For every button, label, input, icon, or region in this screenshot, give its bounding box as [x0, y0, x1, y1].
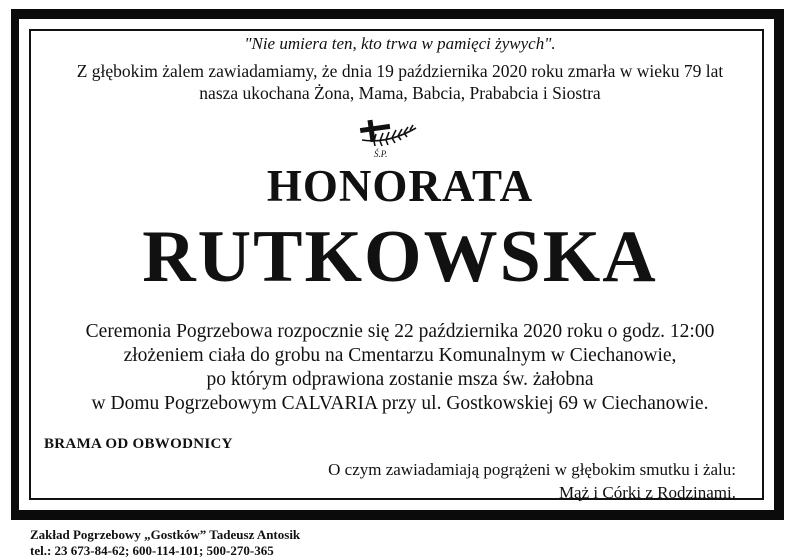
- funeral-home-phones: tel.: 23 673-84-62; 600-114-101; 500-270-365: [30, 543, 274, 558]
- ceremony-line-3: po którym odprawiona zostanie msza św. żałobna: [206, 369, 594, 390]
- ceremony-line-4: w Domu Pogrzebowym CALVARIA przy ul. Gostkowskiej 69 w Ciechanowie.: [91, 393, 709, 414]
- closing-line-1: O czym zawiadamiają pogrążeni w głębokim smutku i żalu:: [328, 460, 736, 479]
- announcement-line-1: Z głębokim żalem zawiadamiamy, że dnia 19 października 2020 roku zmarła w wieku 79 lat: [76, 61, 724, 81]
- deceased-first-name: HONORATA: [266, 161, 534, 211]
- ceremony-line-2: złożeniem ciała do grobu na Cmentarzu Komunalnym w Ciechanowie,: [123, 345, 677, 366]
- gate-note: BRAMA OD OBWODNICY: [44, 436, 233, 452]
- emblem-caption: Ś.P.: [374, 149, 388, 159]
- announcement-line-2: nasza ukochana Żona, Mama, Babcia, Prababcia i Siostra: [199, 83, 601, 103]
- deceased-last-name: RUTKOWSKA: [142, 216, 658, 298]
- memorial-quote: "Nie umiera ten, kto trwa w pamięci żywych".: [244, 34, 556, 53]
- closing-line-2: Mąż i Córki z Rodzinami.: [558, 483, 736, 502]
- ceremony-line-1: Ceremonia Pogrzebowa rozpocznie się 22 października 2020 roku o godz. 12:00: [85, 321, 715, 342]
- cross-with-palm-branch-icon: [352, 116, 420, 160]
- funeral-home-name: Zakład Pogrzebowy „Gostków” Tadeusz Antosik: [30, 527, 301, 542]
